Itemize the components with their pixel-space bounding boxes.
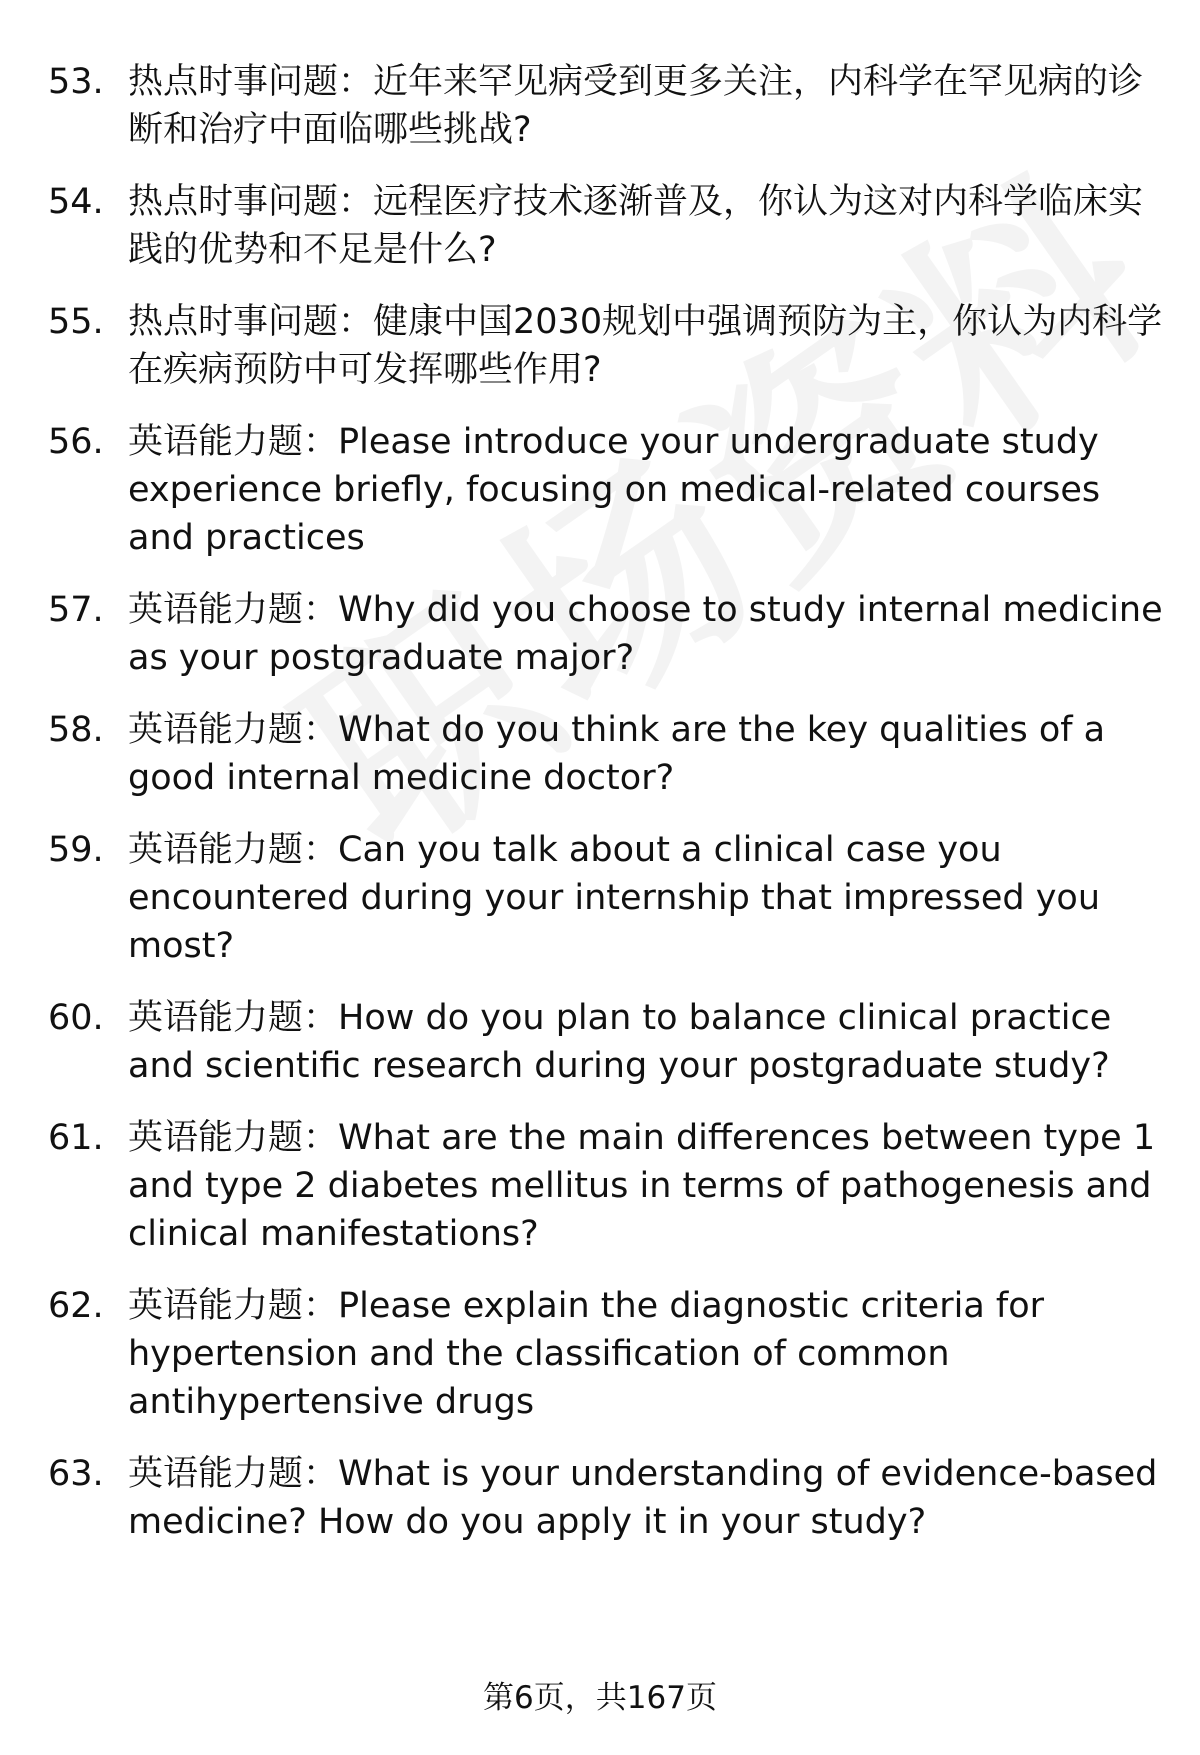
question-item <box>48 994 1163 1090</box>
question-text: How do you plan to balance clinical practice and scientific research during your postgraduate study? <box>128 998 1112 1086</box>
question-category: 英语能力题： <box>128 1118 339 1158</box>
question-number: 57. <box>48 590 104 630</box>
question-body <box>128 706 1163 802</box>
question-item <box>48 178 1163 274</box>
question-number: 63. <box>48 1454 104 1494</box>
question-category: 英语能力题： <box>128 1286 339 1326</box>
page-number-footer: 第6页，共167页 <box>483 1680 717 1716</box>
question-number: 53. <box>48 62 104 102</box>
question-list <box>48 58 1163 1546</box>
question-text: What do you think are the key qualities of a good internal medicine doctor? <box>128 710 1106 798</box>
question-body <box>128 418 1163 562</box>
question-number: 61. <box>48 1118 104 1158</box>
question-category: 英语能力题： <box>128 422 339 462</box>
question-item <box>48 1282 1163 1426</box>
question-number: 59. <box>48 830 104 870</box>
question-number: 55. <box>48 302 104 342</box>
question-text: Please explain the diagnostic criteria for hypertension and the classification of common antihypertensive drugs <box>128 1286 1045 1422</box>
question-category: 英语能力题： <box>128 1454 339 1494</box>
question-item <box>48 826 1163 970</box>
question-item <box>48 706 1163 802</box>
question-number: 62. <box>48 1286 104 1326</box>
question-item <box>48 298 1163 394</box>
question-text: What are the main differences between type 1 and type 2 diabetes mellitus in terms of pathogenesis and clinical manifestations? <box>128 1118 1156 1254</box>
question-item <box>48 58 1163 154</box>
question-item <box>48 586 1163 682</box>
question-body <box>128 178 1163 274</box>
question-number: 60. <box>48 998 104 1038</box>
question-number: 54. <box>48 182 104 222</box>
question-body <box>128 1450 1163 1546</box>
question-category: 英语能力题： <box>128 998 339 1038</box>
question-text: 近年来罕见病受到更多关注，内科学在罕见病的诊断和治疗中面临哪些挑战? <box>128 62 1144 150</box>
question-body <box>128 826 1163 970</box>
question-text: What is your understanding of evidence-based medicine? How do you apply it in your study? <box>128 1454 1158 1542</box>
question-category: 英语能力题： <box>128 590 339 630</box>
question-item <box>48 1114 1163 1258</box>
question-body <box>128 1282 1163 1426</box>
question-category: 英语能力题： <box>128 830 339 870</box>
question-text: Please introduce your undergraduate study experience briefly, focusing on medical-related courses and practices <box>128 422 1101 558</box>
question-number: 56. <box>48 422 104 462</box>
question-text: Can you talk about a clinical case you encountered during your internship that impressed you most? <box>128 830 1101 966</box>
question-text: 健康中国2030规划中强调预防为主，你认为内科学在疾病预防中可发挥哪些作用? <box>128 302 1163 390</box>
question-category: 热点时事问题： <box>128 302 374 342</box>
question-body <box>128 1114 1163 1258</box>
question-category: 热点时事问题： <box>128 182 374 222</box>
question-body <box>128 298 1163 394</box>
question-number: 58. <box>48 710 104 750</box>
question-body <box>128 58 1163 154</box>
question-text: Why did you choose to study internal medicine as your postgraduate major? <box>128 590 1163 678</box>
question-category: 英语能力题： <box>128 710 339 750</box>
question-category: 热点时事问题： <box>128 62 374 102</box>
question-body <box>128 994 1163 1090</box>
question-item <box>48 418 1163 562</box>
question-text: 远程医疗技术逐渐普及，你认为这对内科学临床实践的优势和不足是什么? <box>128 182 1144 270</box>
question-item <box>48 1450 1163 1546</box>
question-body <box>128 586 1163 682</box>
